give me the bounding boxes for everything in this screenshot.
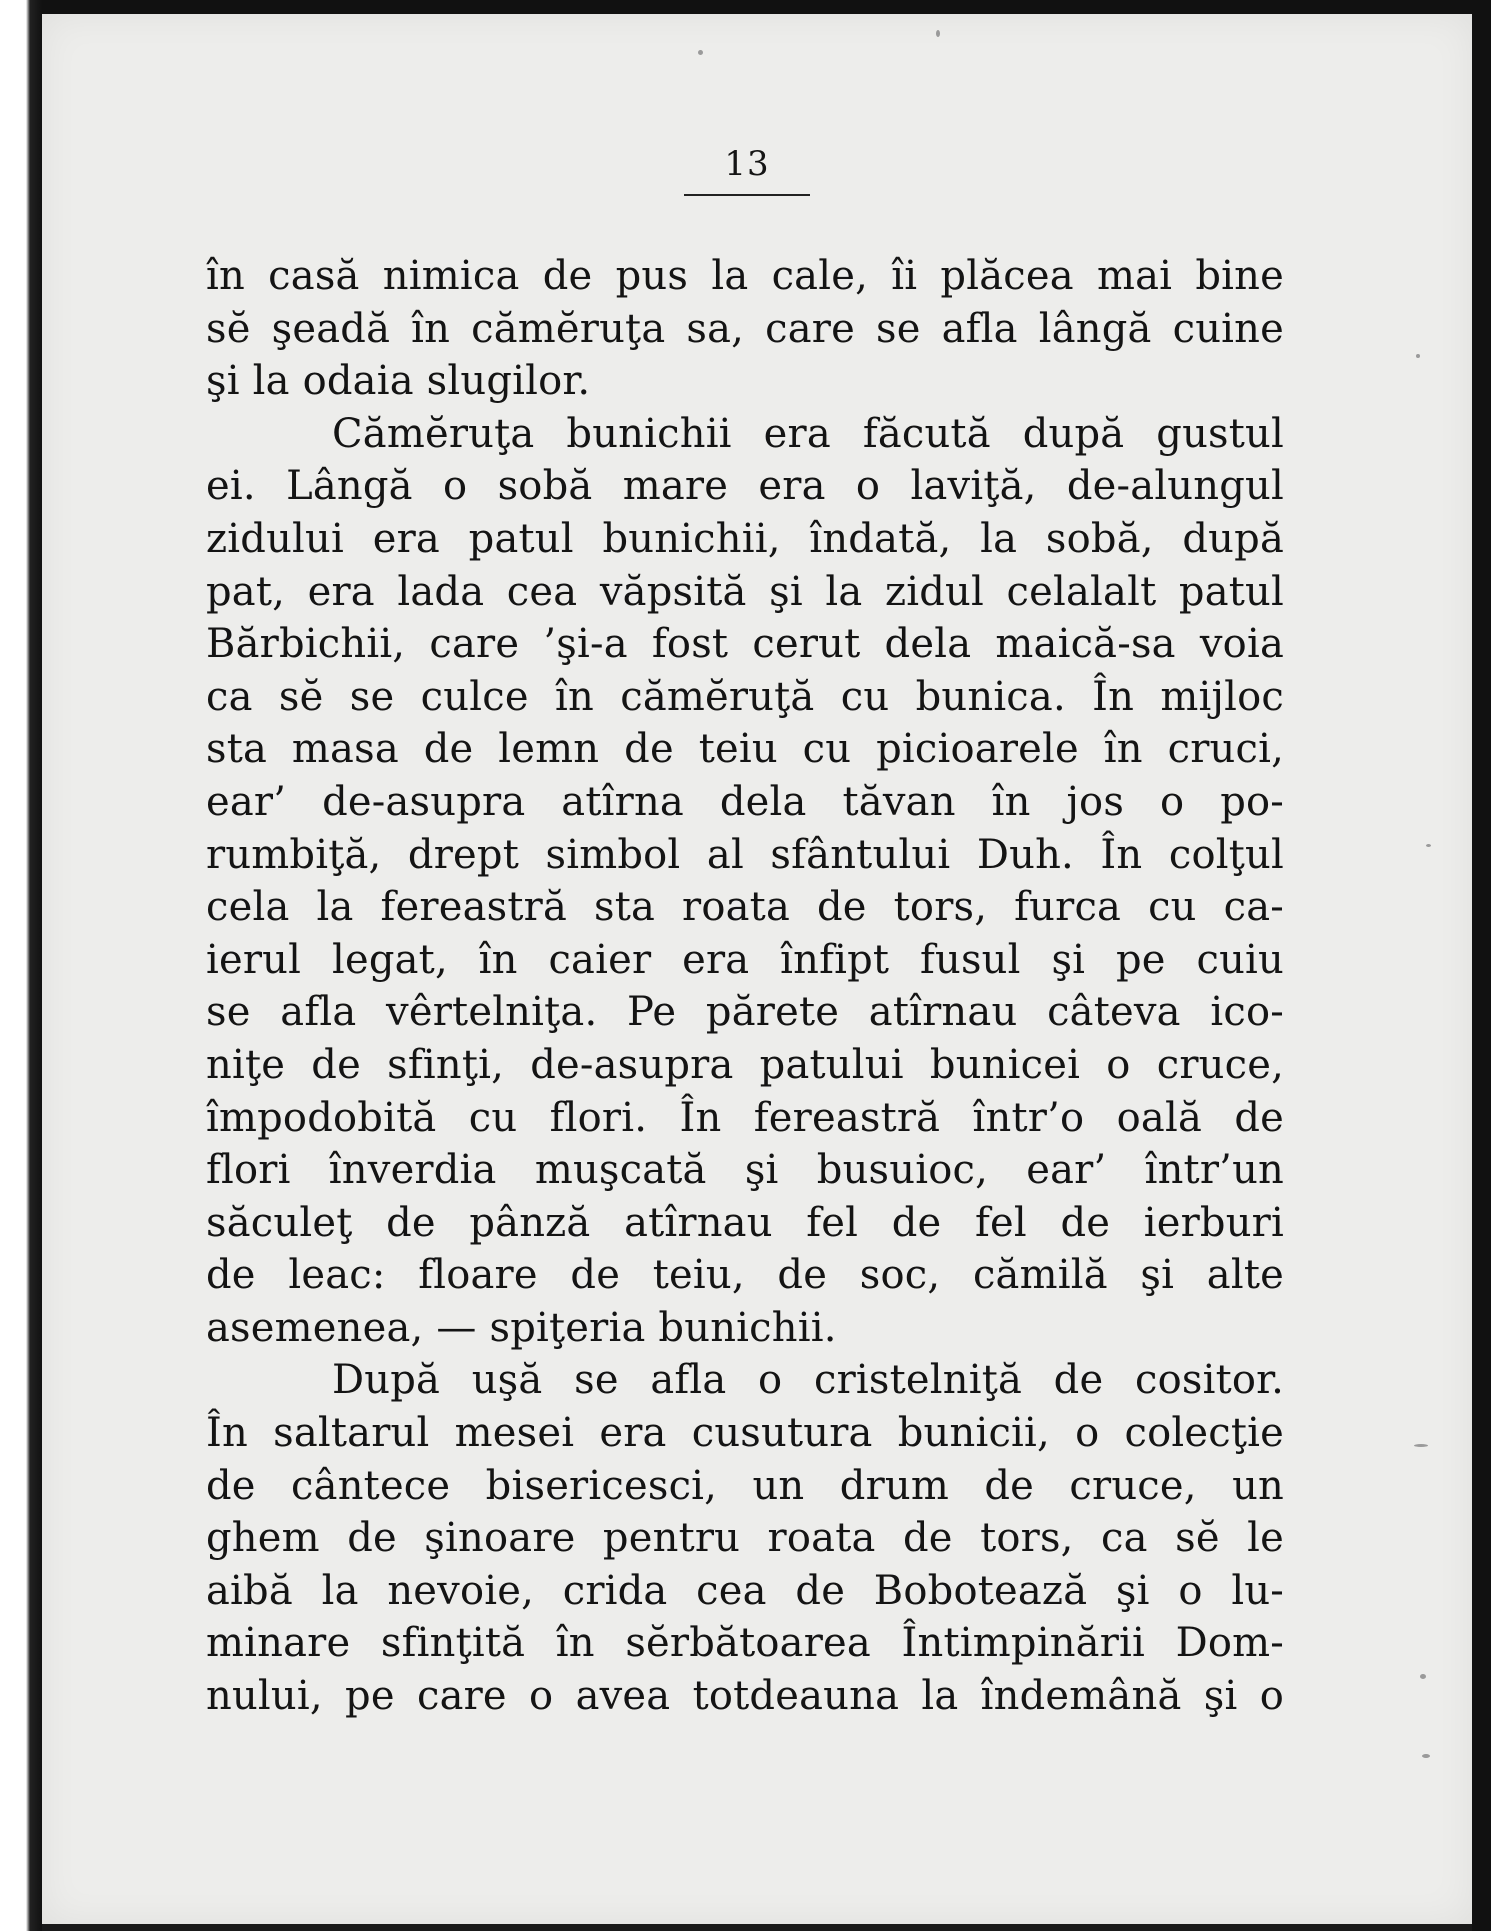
text-line: în casă nimica de pus la cale, îi plăcea mai bine: [206, 253, 1284, 299]
text-line: împodobită cu flori. În fereastră într’o oală de: [206, 1094, 1284, 1141]
text-line: niţe de sfinţi, de-asupra patului bunicei o cruce,: [206, 1041, 1284, 1088]
scan-speck: [1416, 354, 1420, 358]
scan-speck: [1414, 1444, 1428, 1447]
text-line: rumbiţă, drept simbol al sfântului Duh. În colţul: [206, 831, 1284, 878]
scan-speck: [1420, 1674, 1426, 1679]
scan-speck: [1422, 1754, 1430, 1758]
text-line: pat, era lada cea văpsită şi la zidul celalalt patul: [206, 568, 1284, 615]
text-line: săculeţ de pânză atîrnau fel de fel de ierburi: [206, 1199, 1284, 1246]
scan-top-border: [0, 0, 1491, 14]
text-line: zidului era patul bunichii, îndată, la sobă, după: [206, 515, 1284, 562]
page-number-rule: [684, 194, 810, 196]
text-line: Bărbichii, care ’şi-a fost cerut dela maică-sa voia: [206, 621, 1284, 668]
scan-left-border: [0, 0, 42, 1931]
text-line: de leac: floare de teiu, de soc, cămilă şi alte: [206, 1252, 1284, 1299]
text-line: şi la odaia slugilor.: [206, 358, 591, 405]
text-line: ierul legat, în caier era înfipt fusul şi pe cuiu: [206, 936, 1284, 983]
text-line: minare sfinţită în sĕrbătoarea Întimpinării Dom-: [206, 1620, 1284, 1667]
text-line: asemenea, — spiţeria bunichii.: [206, 1304, 837, 1351]
scan-speck: [936, 30, 940, 37]
text-line: În saltarul mesei era cusutura bunicii, o colecţie: [206, 1410, 1284, 1457]
text-line: ei. Lângă o sobă mare era o laviţă, de-alungul: [206, 463, 1284, 510]
text-line: cela la fereastră sta roata de tors, furca cu ca-: [206, 884, 1284, 931]
text-line: nului, pe care o avea totdeauna la îndemână şi o: [206, 1673, 1284, 1720]
page-number: 13: [724, 144, 770, 184]
text-line: ghem de şinoare pentru roata de tors, ca sĕ le: [206, 1515, 1284, 1562]
text-line: Cămĕruţa bunichii era făcută după gustul: [332, 410, 1284, 457]
text-line: ca sĕ se culce în cămĕruţă cu bunica. În mijloc: [206, 673, 1284, 720]
text-line: ear’ de-asupra atîrna dela tăvan în jos o po-: [206, 778, 1284, 825]
text-line: sta masa de lemn de teiu cu picioarele în cruci,: [206, 726, 1284, 773]
text-line: După uşă se afla o cristelniţă de cositor.: [332, 1357, 1284, 1404]
body-text: [206, 250, 1284, 1723]
text-line: flori înverdia muşcată şi busuioc, ear’ într’un: [206, 1147, 1284, 1194]
text-line: se afla vêrtelniţa. Pe părete atîrnau câteva ico-: [206, 989, 1284, 1036]
scan-right-border: [1472, 0, 1491, 1931]
text-line: sĕ şeadă în cămĕruţa sa, care se afla lângă cuine: [206, 305, 1284, 352]
text-line: aibă la nevoie, crida cea de Bobotează şi o lu-: [206, 1567, 1284, 1614]
scan-speck: [1426, 844, 1431, 847]
scan-speck: [698, 50, 703, 55]
text-line: de cântece bisericesci, un drum de cruce, un: [206, 1462, 1284, 1509]
